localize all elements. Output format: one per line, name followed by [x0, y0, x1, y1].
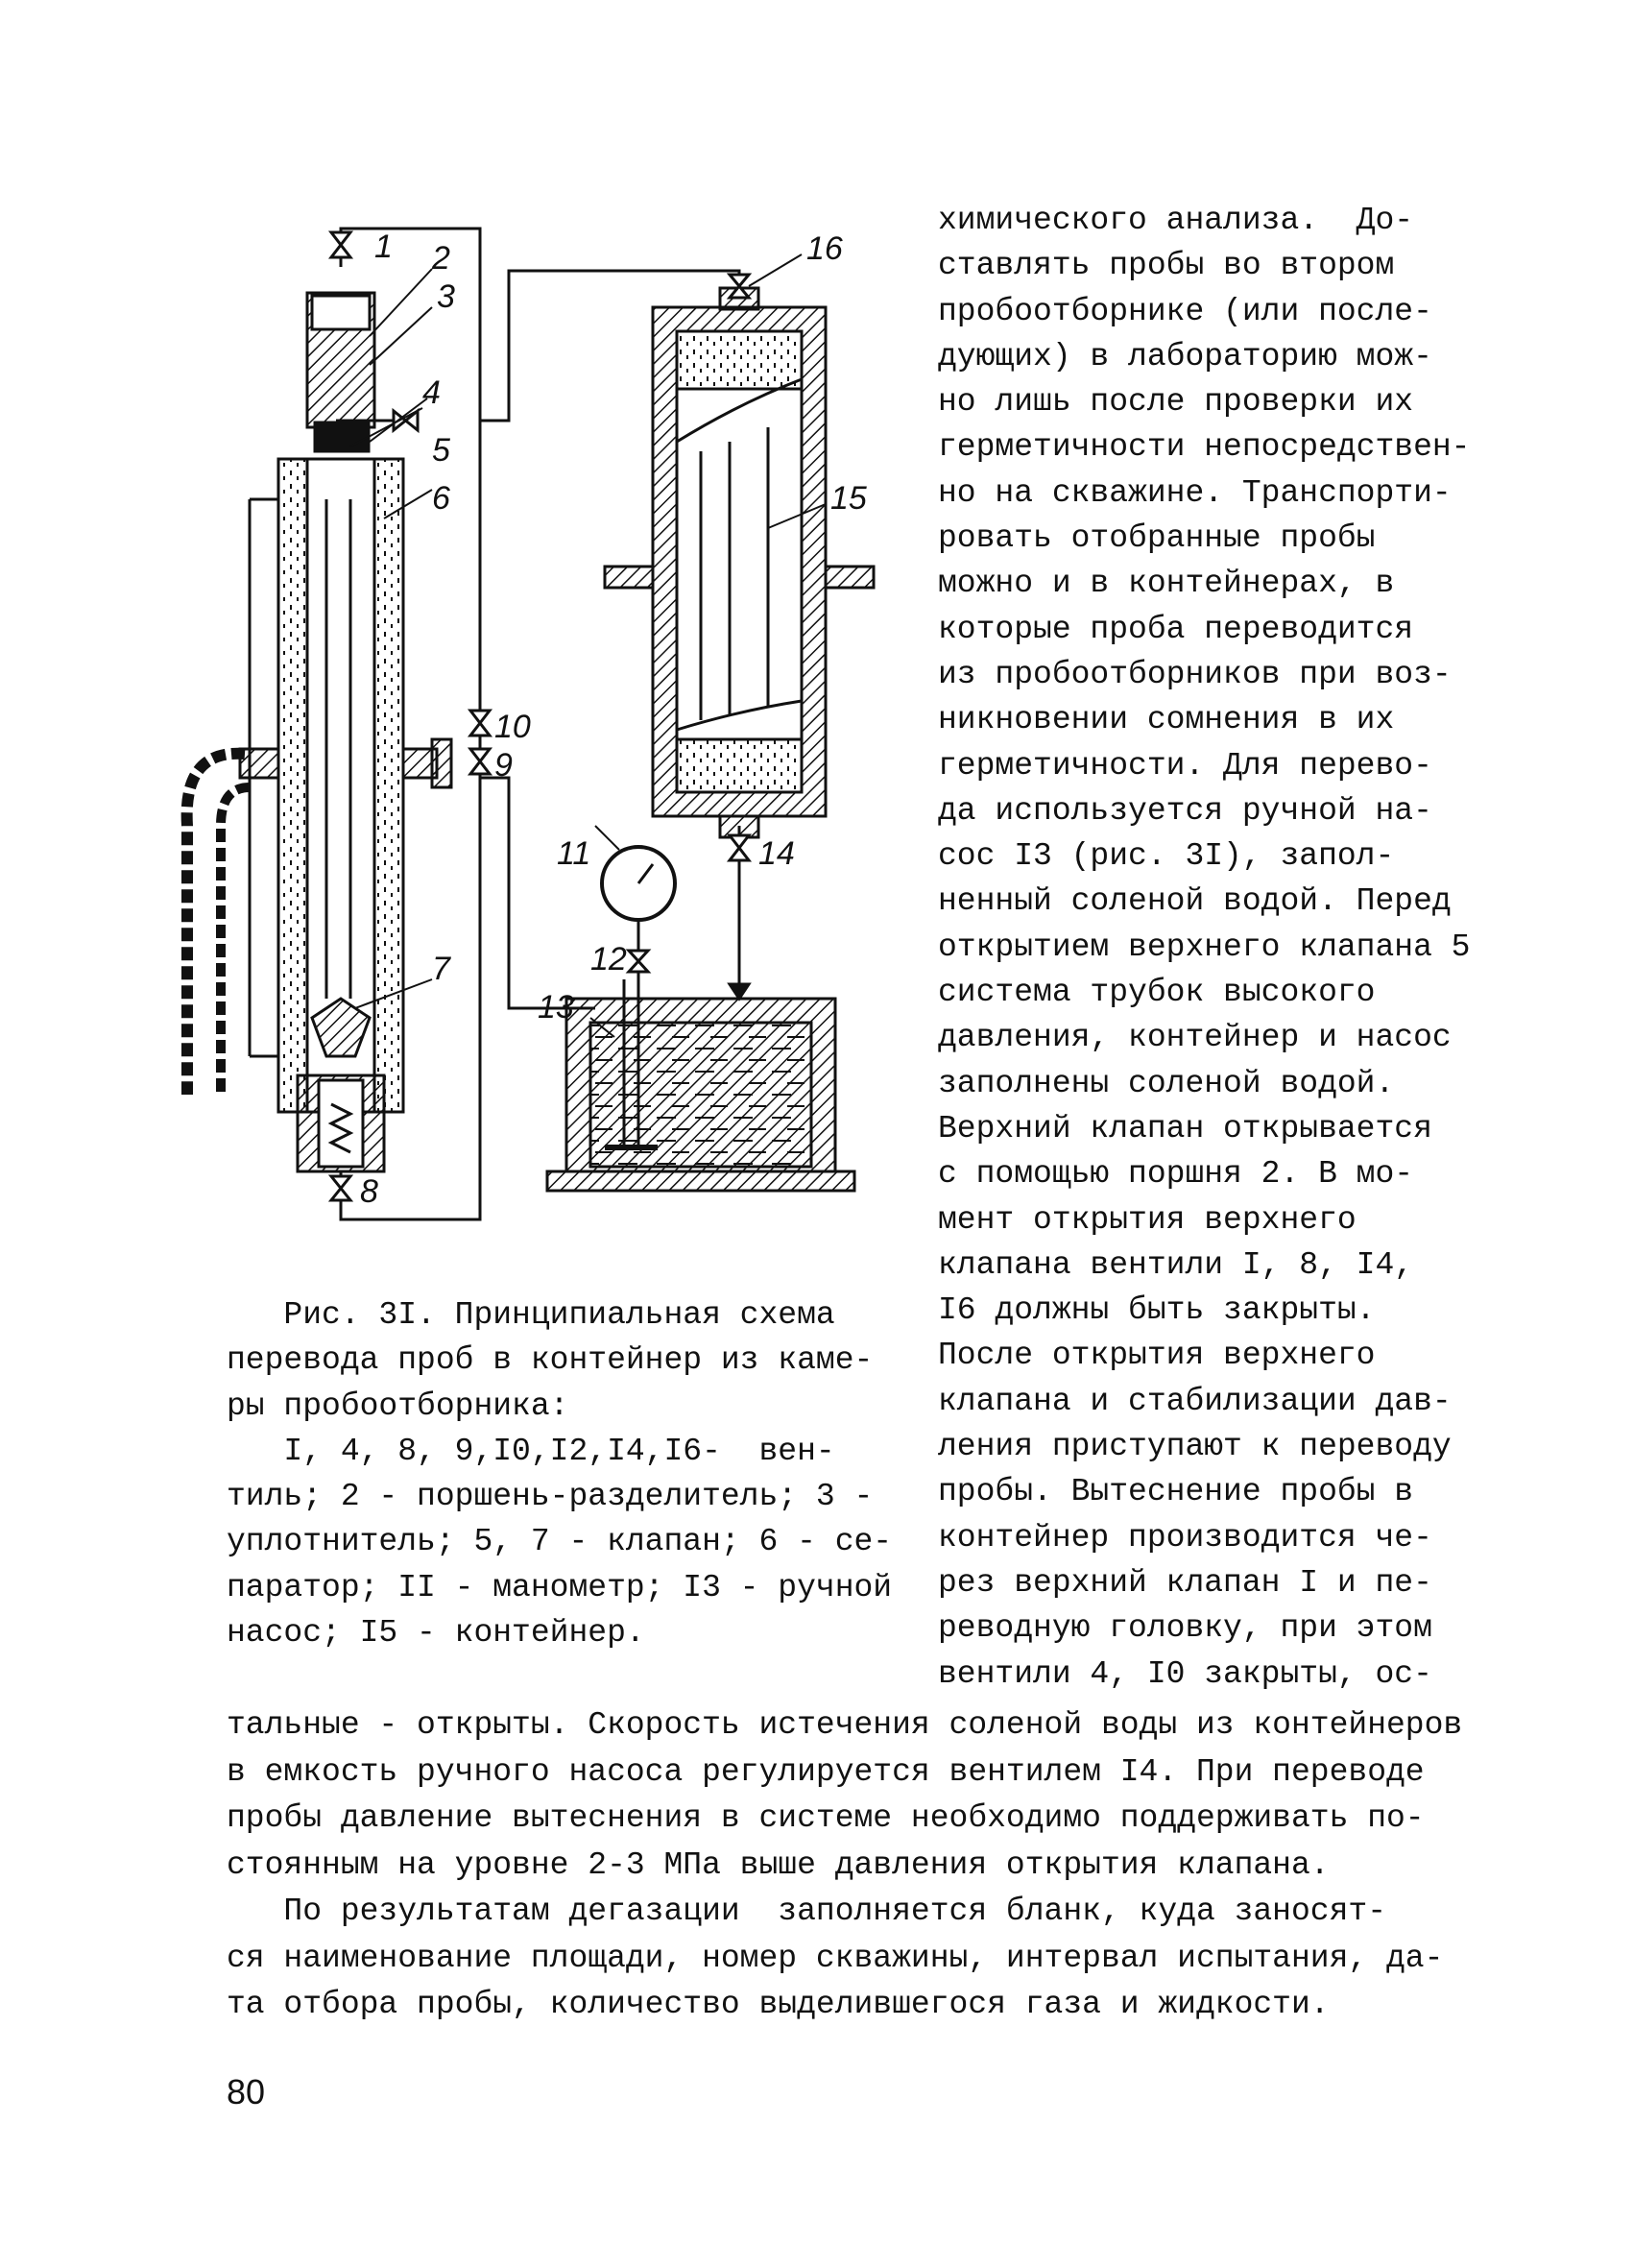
- text-line: I6 должны быть закрыты.: [938, 1292, 1376, 1329]
- caption-line: Рис. 3I. Принципиальная схема: [227, 1297, 835, 1333]
- text-line: контейнер производится че-: [938, 1519, 1432, 1556]
- label-1: 1: [374, 229, 393, 265]
- label-16: 16: [806, 230, 843, 267]
- text-line: герметичности. Для перево-: [938, 747, 1432, 784]
- text-line: заполнены соленой водой.: [938, 1065, 1395, 1101]
- text-line: никновении сомнения в их: [938, 702, 1395, 738]
- text-line: да используется ручной на-: [938, 792, 1432, 829]
- label-9: 9: [494, 747, 513, 784]
- label-7: 7: [432, 951, 450, 987]
- text-line: пробы. Вытеснение пробы в: [938, 1474, 1414, 1510]
- text-line: Верхний клапан открывается: [938, 1110, 1432, 1146]
- text-line: вентили 4, I0 закрыты, ос-: [938, 1655, 1432, 1692]
- label-8: 8: [360, 1173, 378, 1210]
- caption-line: тиль; 2 - поршень-разделитель; 3 -: [227, 1479, 874, 1515]
- text-line: ся наименование площади, номер скважины, интервал испытания, да-: [227, 1940, 1444, 1976]
- text-line: которые проба переводится: [938, 611, 1414, 647]
- text-line: но на скважине. Транспорти-: [938, 474, 1452, 511]
- text-line: но лишь после проверки их: [938, 384, 1414, 421]
- text-line: тальные - открыты. Скорость истечения соленой воды из контейнеров: [227, 1707, 1463, 1743]
- text-line: ровать отобранные пробы: [938, 520, 1376, 557]
- text-line: в емкость ручного насоса регулируется вентилем I4. При переводе: [227, 1753, 1425, 1790]
- figure-caption: [227, 1292, 899, 1655]
- text-line: химического анализа. До-: [938, 203, 1414, 238]
- label-12: 12: [590, 941, 627, 977]
- text-line: ления приступают к переводу: [938, 1429, 1452, 1465]
- text-line: пробоотборнике (или после-: [938, 293, 1432, 329]
- caption-line: насос; I5 - контейнер.: [227, 1615, 645, 1652]
- label-2: 2: [432, 240, 450, 277]
- text-line: ставлять пробы во втором: [938, 248, 1395, 284]
- text-line: клапана и стабилизации дав-: [938, 1383, 1452, 1419]
- sampler-transfer-diagram: [154, 211, 922, 1248]
- text-line: открытием верхнего клапана 5: [938, 929, 1471, 965]
- caption-line: уплотнитель; 5, 7 - клапан; 6 - се-: [227, 1524, 893, 1560]
- text-line: давления, контейнер и насос: [938, 1020, 1452, 1056]
- text-line: стоянным на уровне 2-3 МПа выше давления открытия клапана.: [227, 1846, 1330, 1883]
- text-line: пробы давление вытеснения в системе необходимо поддерживать по-: [227, 1800, 1425, 1836]
- text-line: рез верхний клапан I и пе-: [938, 1564, 1432, 1601]
- right-column-text: [938, 198, 1629, 1697]
- label-11: 11: [557, 835, 591, 872]
- full-width-text: [227, 1702, 1475, 2029]
- text-line: клапана вентили I, 8, I4,: [938, 1246, 1414, 1283]
- text-line: По результатам дегазации заполняется бланк, куда заносят-: [227, 1894, 1386, 1929]
- text-line: После открытия верхнего: [938, 1338, 1376, 1374]
- label-10: 10: [494, 709, 531, 745]
- label-15: 15: [830, 480, 867, 517]
- label-3: 3: [437, 278, 455, 315]
- text-line: сос I3 (рис. 3I), запол-: [938, 838, 1395, 875]
- label-14: 14: [758, 835, 795, 872]
- label-6: 6: [432, 480, 450, 517]
- text-line: дующих) в лабораторию мож-: [938, 338, 1432, 374]
- label-4: 4: [422, 374, 441, 411]
- label-5: 5: [432, 432, 450, 469]
- text-line: с помощью поршня 2. В мо-: [938, 1156, 1414, 1193]
- text-line: система трубок высокого: [938, 975, 1376, 1011]
- label-13: 13: [538, 989, 574, 1025]
- text-line: ненный соленой водой. Перед: [938, 883, 1452, 920]
- text-line: можно и в контейнерах, в: [938, 566, 1395, 602]
- text-line: из пробоотборников при воз-: [938, 656, 1452, 692]
- caption-line: перевода проб в контейнер из каме-: [227, 1342, 874, 1379]
- page-number: 80: [227, 2072, 266, 2111]
- caption-line: паратор; II - манометр; I3 - ручной: [227, 1569, 893, 1605]
- caption-line: ры пробоотборника:: [227, 1387, 569, 1424]
- text-line: та отбора пробы, количество выделившегося газа и жидкости.: [227, 1987, 1330, 2022]
- caption-line: I, 4, 8, 9,I0,I2,I4,I6- вен-: [227, 1433, 835, 1469]
- text-line: мент открытия верхнего: [938, 1201, 1357, 1238]
- text-line: реводную головку, при этом: [938, 1610, 1432, 1647]
- text-line: герметичности непосредствен-: [938, 429, 1471, 466]
